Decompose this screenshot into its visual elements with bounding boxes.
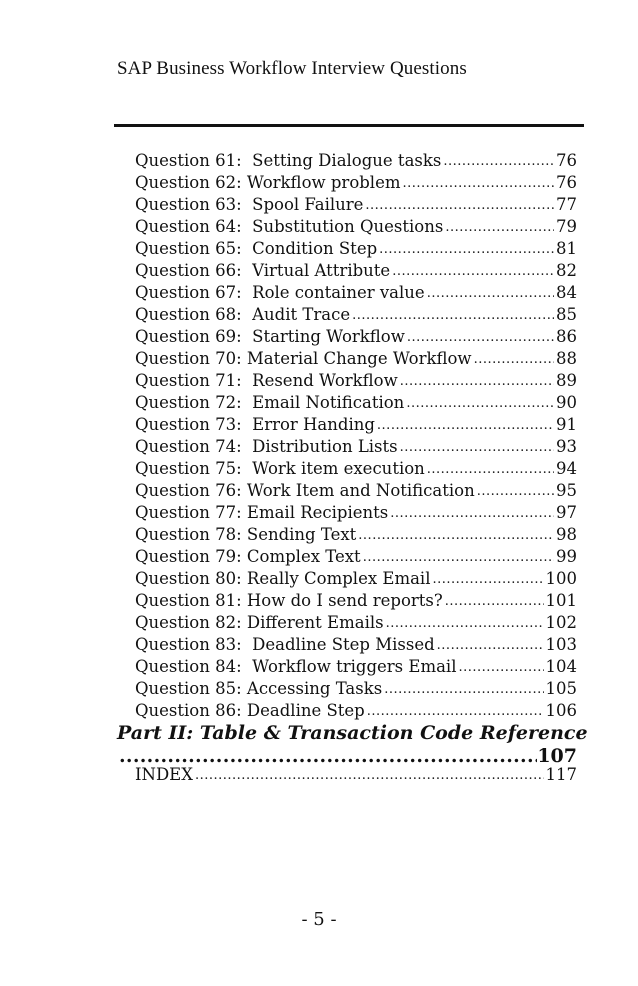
dot-leader (400, 371, 554, 393)
dot-leader (445, 591, 544, 613)
toc-entry (135, 502, 577, 524)
toc-entry-page: 89 (556, 371, 577, 390)
dot-leader (443, 151, 554, 173)
toc-entry (135, 282, 577, 304)
toc-entry-title: Question 67: Role container value (135, 283, 425, 302)
toc-entry-page: 81 (556, 239, 577, 258)
dot-leader (352, 305, 554, 327)
toc-entry-page: 79 (556, 217, 577, 236)
toc-entry (135, 326, 577, 348)
toc-entry-title: Question 72: Email Notification (135, 393, 405, 412)
toc-entry (135, 172, 577, 194)
toc-entry-page: 104 (545, 657, 577, 676)
toc-entry (135, 656, 577, 678)
toc-entry-page: 102 (545, 613, 577, 632)
toc-index-page: 117 (545, 765, 577, 784)
dot-leader (433, 569, 544, 591)
toc-entry-title: Question 71: Resend Workflow (135, 371, 398, 390)
dot-leader (377, 415, 554, 437)
toc-entry (135, 458, 577, 480)
dot-leader (477, 481, 554, 503)
toc-entry-title: Question 66: Virtual Attribute (135, 261, 391, 280)
toc-entry (135, 480, 577, 502)
toc-entry-page: 82 (556, 261, 577, 280)
toc-entry-title: Question 76: Work Item and Notification (135, 481, 475, 500)
dot-leader (386, 613, 544, 635)
toc-entry-title: Question 63: Spool Failure (135, 195, 364, 214)
toc-entry-page: 88 (556, 349, 577, 368)
toc-entry-page: 98 (556, 525, 577, 544)
toc-entry-page: 105 (545, 679, 577, 698)
toc-entry-title: Question 81: How do I send reports? (135, 591, 443, 610)
dot-leader (407, 327, 554, 349)
toc-entry-title: Question 79: Complex Text (135, 547, 361, 566)
dot-leader (406, 393, 554, 415)
dot-leader (427, 459, 554, 481)
toc-entry (135, 392, 577, 414)
dot-leader (392, 261, 554, 283)
dot-leader (365, 195, 554, 217)
dot-leader (458, 657, 543, 679)
toc-entry-title: Question 83: Deadline Step Missed (135, 635, 435, 654)
toc-entry (135, 546, 577, 568)
toc-entry-title: Question 74: Distribution Lists (135, 437, 398, 456)
toc-entry-page: 90 (556, 393, 577, 412)
toc-entry-page: 106 (545, 701, 577, 720)
toc-entry-page: 85 (556, 305, 577, 324)
dot-leader (379, 239, 554, 261)
toc-entry (135, 524, 577, 546)
toc-index-title: INDEX (135, 765, 193, 784)
toc-entry (135, 700, 577, 722)
toc-entry-title: Question 78: Sending Text (135, 525, 357, 544)
toc-entry-title: Question 65: Condition Step (135, 239, 378, 258)
toc-entry-title: Question 61: Setting Dialogue tasks (135, 151, 442, 170)
dot-leader (437, 635, 544, 657)
part-heading-page: 107 (537, 745, 577, 767)
toc-entry (135, 260, 577, 282)
toc-entry (135, 216, 577, 238)
running-header: SAP Business Workflow Interview Questions (117, 58, 467, 79)
dot-leader (427, 283, 554, 305)
toc-entry (135, 370, 577, 392)
toc-entry-page: 76 (556, 173, 577, 192)
toc-entry-title: Question 68: Audit Trace (135, 305, 351, 324)
dot-leader (195, 765, 544, 787)
toc-entry (135, 414, 577, 436)
toc-entry (135, 304, 577, 326)
toc-entry-page: 100 (545, 569, 577, 588)
toc-entry-title: Question 84: Workflow triggers Email (135, 657, 457, 676)
dot-leader (400, 437, 554, 459)
part-heading: Part II: Table & Transaction Code Reference (117, 722, 588, 744)
dot-leader (358, 525, 554, 547)
toc-entry (135, 612, 577, 634)
toc-entry-title: Question 75: Work item execution (135, 459, 425, 478)
toc-entry (135, 150, 577, 172)
dot-leader (403, 173, 555, 195)
toc-entry-page: 76 (556, 151, 577, 170)
toc-entry-title: Question 62: Workflow problem (135, 173, 401, 192)
toc-entry-page: 84 (556, 283, 577, 302)
page-number: - 5 - (301, 909, 337, 930)
toc-entry-page: 103 (545, 635, 577, 654)
toc-entry-title: Question 80: Really Complex Email (135, 569, 431, 588)
toc-entry-title: Question 73: Error Handing (135, 415, 375, 434)
toc-entry (135, 194, 577, 216)
toc-entry-title: Question 85: Accessing Tasks (135, 679, 383, 698)
toc-entry-page: 77 (556, 195, 577, 214)
toc-entry (135, 436, 577, 458)
toc-index-entry (135, 764, 577, 786)
dot-leader (390, 503, 554, 525)
toc-entry (135, 348, 577, 370)
toc-entry-page: 99 (556, 547, 577, 566)
toc-entry (135, 634, 577, 656)
dot-leader (384, 679, 543, 701)
dot-leader (445, 217, 554, 239)
toc-entry-title: Question 64: Substitution Questions (135, 217, 444, 236)
toc-entry (135, 568, 577, 590)
dot-leader (367, 701, 544, 723)
header-rule (114, 124, 584, 127)
toc-entry-page: 101 (545, 591, 577, 610)
toc-entry-page: 93 (556, 437, 577, 456)
toc-entry (135, 678, 577, 700)
toc-entry-title: Question 82: Different Emails (135, 613, 384, 632)
toc-entry-page: 95 (556, 481, 577, 500)
toc-entry-page: 94 (556, 459, 577, 478)
toc-entry-page: 97 (556, 503, 577, 522)
toc-entry (135, 590, 577, 612)
toc-entry-title: Question 69: Starting Workflow (135, 327, 405, 346)
toc-entry-page: 91 (556, 415, 577, 434)
dot-leader (474, 349, 554, 371)
toc-entry-title: Question 86: Deadline Step (135, 701, 365, 720)
toc-entry-title: Question 70: Material Change Workflow (135, 349, 472, 368)
toc-entry (135, 238, 577, 260)
toc-entry-page: 86 (556, 327, 577, 346)
dot-leader (363, 547, 554, 569)
toc-entry-title: Question 77: Email Recipients (135, 503, 389, 522)
